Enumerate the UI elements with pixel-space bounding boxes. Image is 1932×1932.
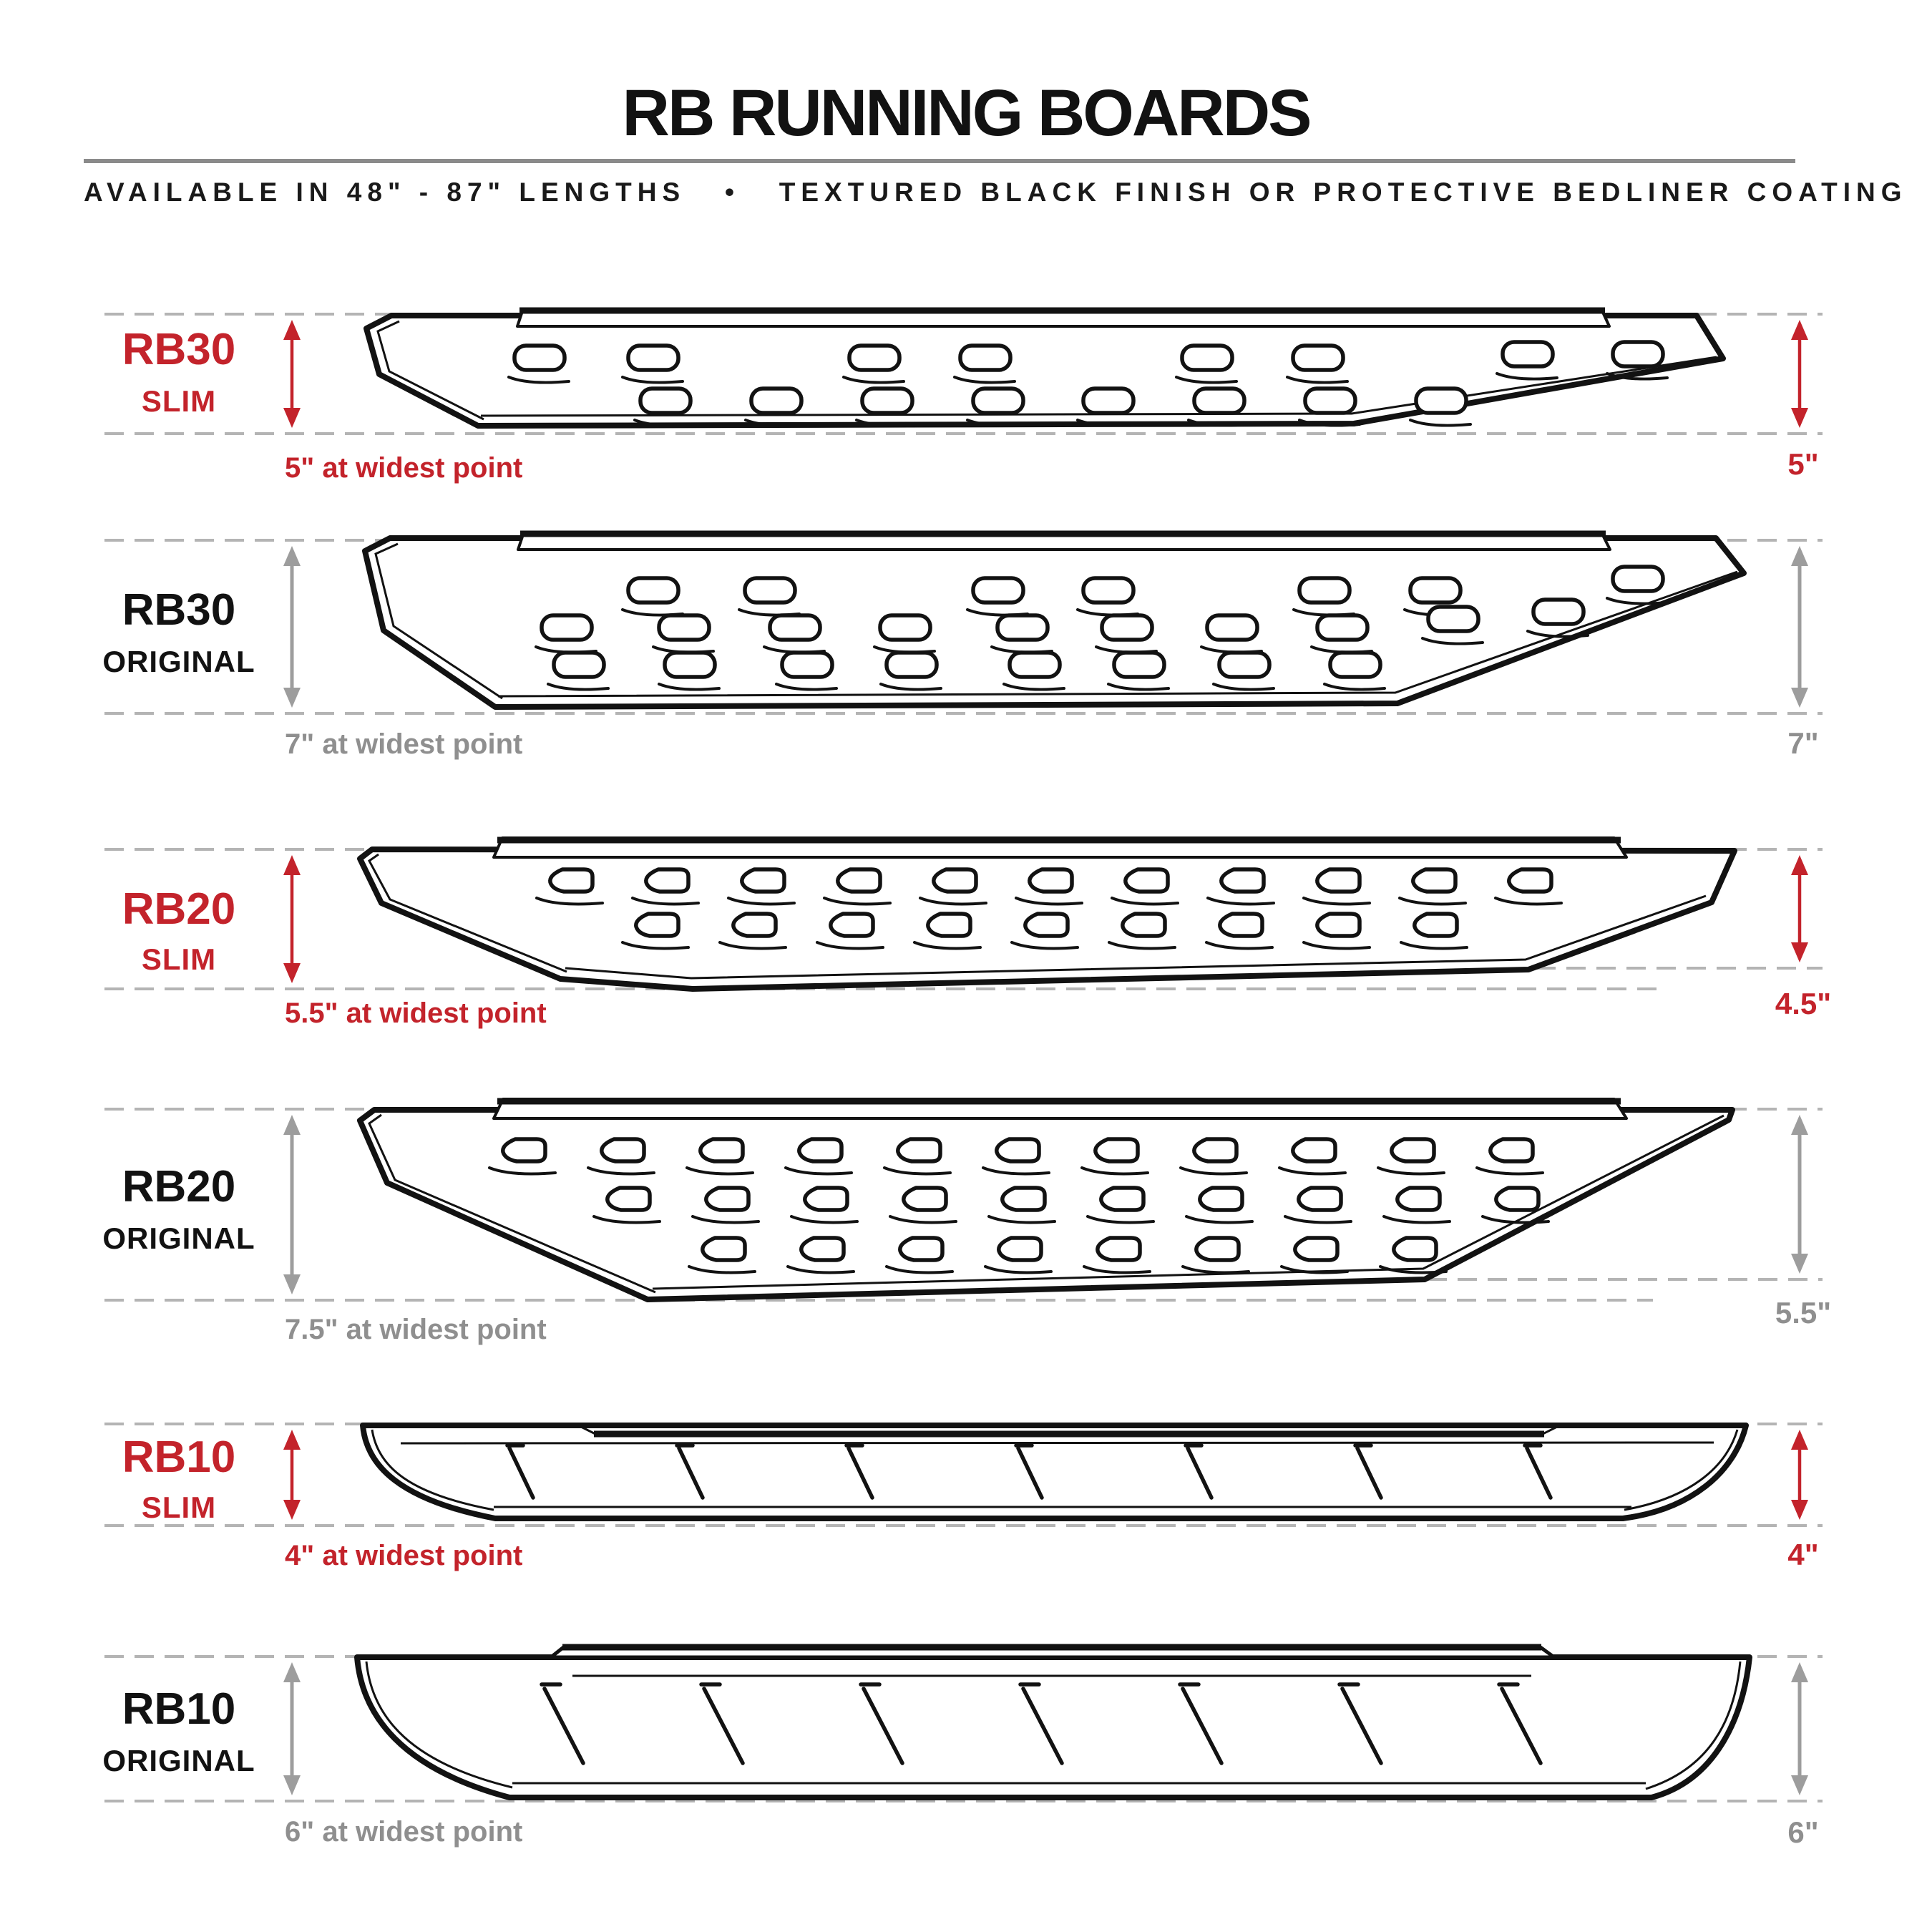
widest-point-label: 7" at widest point: [285, 728, 523, 760]
page-subtitle: AVAILABLE IN 48" - 87" LENGTHS • TEXTURED BLACK FINISH OR PROTECTIVE BEDLINER COATING: [84, 177, 1908, 207]
right-width-label: 6": [1787, 1815, 1819, 1849]
product-label-rb20-slim: [68, 884, 290, 976]
model-variant: ORIGINAL: [102, 1744, 255, 1777]
model-name: RB20: [122, 884, 236, 934]
rb20-slim-board-drawing: [360, 838, 1735, 989]
model-variant: SLIM: [141, 942, 217, 976]
right-width-label: 5": [1787, 447, 1819, 481]
model-name: RB30: [122, 325, 236, 374]
rb20-original-board-drawing: [360, 1099, 1732, 1299]
model-variant: ORIGINAL: [102, 1221, 255, 1255]
widest-point-label: 7.5" at widest point: [285, 1314, 547, 1345]
rb10-slim-board-drawing: [363, 1425, 1746, 1518]
product-label-rb10-slim: [68, 1435, 290, 1523]
widest-point-label: 5" at widest point: [285, 452, 523, 484]
product-label-rb30-original: [68, 585, 290, 678]
model-name: RB30: [122, 585, 236, 635]
model-variant: SLIM: [141, 1491, 217, 1524]
product-label-rb10-original: [68, 1684, 290, 1777]
widest-point-label: 5.5" at widest point: [285, 997, 547, 1029]
right-width-label: 4.5": [1775, 987, 1832, 1020]
rb30-slim-board-drawing: [366, 309, 1723, 426]
widest-point-label: 4" at widest point: [285, 1540, 523, 1571]
rb10-original-board-drawing: [357, 1646, 1750, 1797]
widest-point-label: 6" at widest point: [285, 1816, 523, 1848]
right-width-label: 7": [1787, 726, 1819, 760]
right-width-label: 4": [1787, 1538, 1819, 1571]
model-variant: ORIGINAL: [102, 645, 255, 678]
model-name: RB20: [122, 1162, 236, 1211]
page-title: RB RUNNING BOARDS: [622, 77, 1310, 150]
model-name: RB10: [122, 1433, 236, 1482]
model-name: RB10: [122, 1684, 236, 1734]
product-label-rb30-slim: [68, 325, 290, 418]
right-width-label: 5.5": [1775, 1296, 1832, 1330]
rb30-original-board-drawing: [365, 532, 1744, 707]
product-label-rb20-original: [68, 1162, 290, 1255]
model-variant: SLIM: [141, 384, 217, 418]
